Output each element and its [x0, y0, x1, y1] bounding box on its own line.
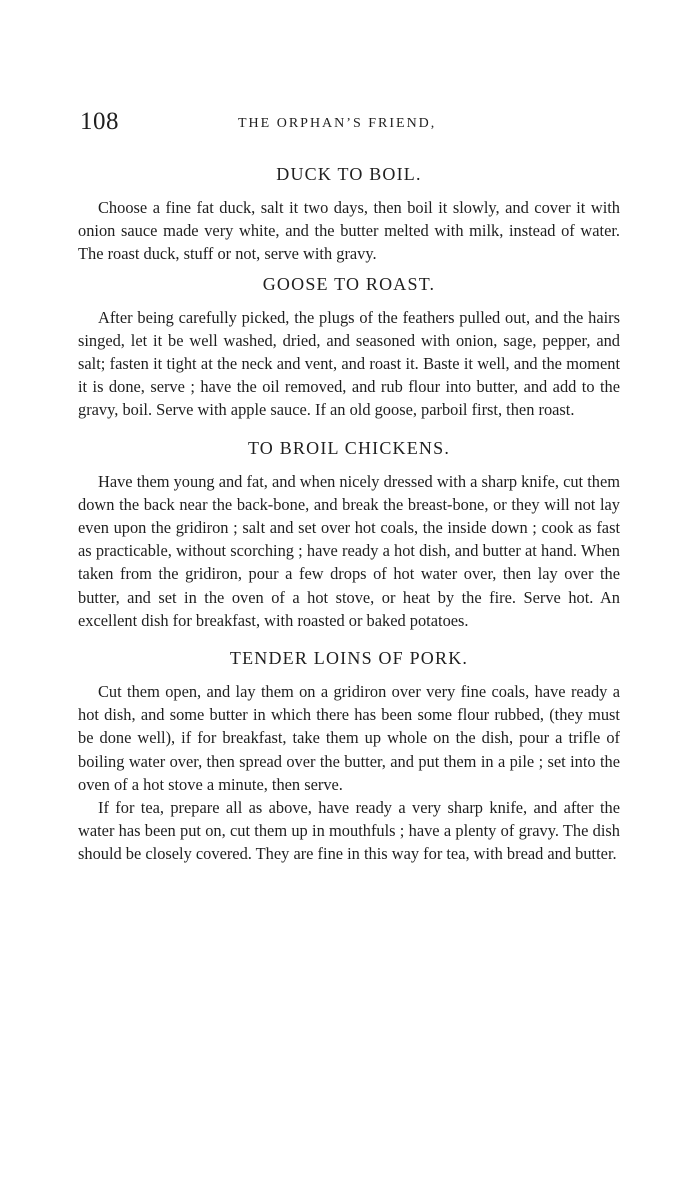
- recipe-to-broil-chickens: [78, 434, 620, 632]
- recipe-heading: DUCK TO BOIL.: [276, 164, 422, 184]
- recipe-goose-to-roast: [78, 270, 620, 422]
- recipe-paragraph: Cut them open, and lay them on a gridiron over very fine coals, have ready a hot dish, and some butter in which there has been some flour rubbed, (they must be done well), if for breakfast, take them up whole on the dish, pour a trifle of boiling water over, then spread over the butter, and put them in a pile ; set into the oven of a hot stove a minute, then serve.: [78, 682, 620, 794]
- page-header: [80, 108, 620, 138]
- recipe-paragraph: Choose a fine fat duck, salt it two days, then boil it slowly, and cover it with onion sauce made very white, and the butter melted with milk, instead of water. The roast duck, stuff or not, serve with gravy.: [78, 198, 620, 264]
- recipe-paragraph: After being carefully picked, the plugs of the feathers pulled out, and the hairs singed, let it be well washed, dried, and seasoned with onion, sage, pepper, and salt; fasten it tight at the neck and vent, and roast it. Baste it well, and the moment it is done, serve ; have the oil removed, and rub flour into butter, and add to the gravy, boil. Serve with apple sauce. If an old goose, parboil first, then roast.: [78, 307, 620, 420]
- recipe-heading: TO BROIL CHICKENS.: [247, 437, 451, 458]
- recipe-paragraph: If for tea, prepare all as above, have ready a very sharp knife, and after the water has been put on, cut them up in mouthfuls ; have a plenty of gravy. The dish should be closely covered. They are fine in this way for tea, with bread and butter.: [78, 798, 620, 864]
- recipe-duck-to-boil: [78, 160, 620, 266]
- recipe-paragraph: Have them young and fat, and when nicely dressed with a sharp knife, cut them down the back near the back-bone, and break the breast-bone, or they will not lay even upon the gridiron ; salt and set over hot coals, the inside down ; cook as fast as practicable, without scorching ; have ready a hot dish, and butter at hand. When taken from the gridiron, pour a few drops of hot water over, then lay over the butter, and set in the oven of a hot stove, or heat by the fire. Serve hot. An excellent dish for breakfast, with roasted or baked potatoes.: [78, 471, 620, 630]
- running-head: THE ORPHAN’S FRIEND,: [238, 116, 437, 131]
- recipe-heading: GOOSE TO ROAST.: [262, 273, 436, 294]
- recipe-heading: TENDER LOINS OF PORK.: [229, 648, 469, 669]
- recipe-tender-loins-of-pork: [78, 644, 620, 866]
- page-content: [78, 160, 620, 866]
- page-number: 108: [80, 108, 119, 135]
